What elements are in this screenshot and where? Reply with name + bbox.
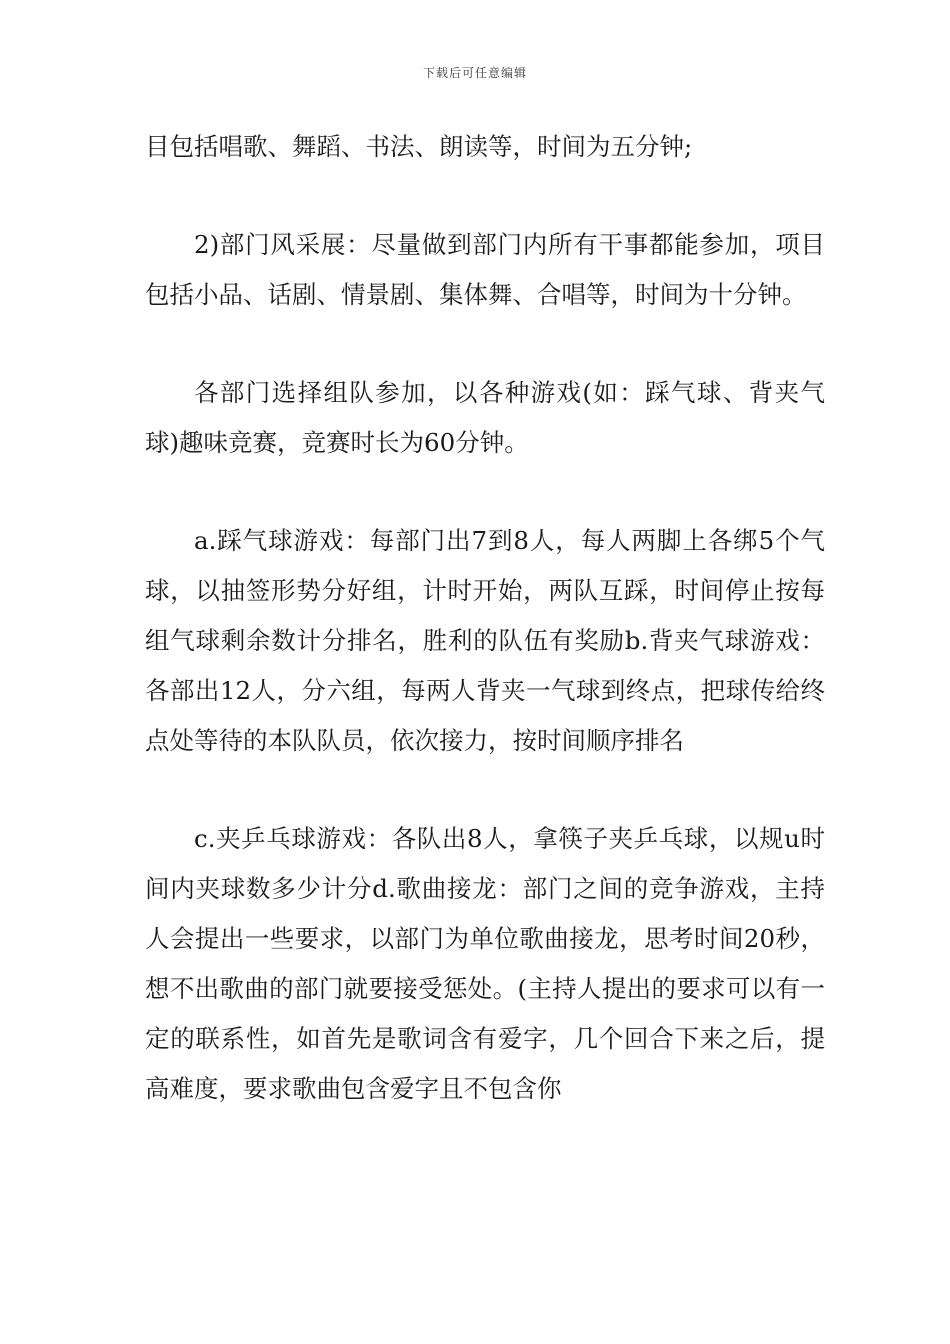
paragraph-gap — [145, 320, 825, 368]
paragraph-gap — [145, 468, 825, 516]
paragraph-5: c.夹乒乓球游戏：各队出8人，拿筷子夹乒乓球，以规u时间内夹球数多少计分d.歌曲接龙：部门之间的竞争游戏，主持人会提出一些要求，以部门为单位歌曲接龙，思考时间20秒，想不出歌曲的部门就要接受惩处。(主持人提出的要求可以有一定的联系性，如首先是歌词含有爱字，几个回合下来之后，提高难度，要求歌曲包含爱字且不包含你 — [145, 824, 825, 1103]
paragraph-gap — [145, 172, 825, 220]
paragraph-1: 目包括唱歌、舞蹈、书法、朗读等，时间为五分钟; — [145, 132, 693, 161]
document-body — [145, 122, 825, 1114]
paragraph-3: 各部门选择组队参加，以各种游戏(如：踩气球、背夹气球)趣味竞赛，竞赛时长为60分钟。 — [145, 378, 825, 457]
paragraph-2: 2)部门风采展：尽量做到部门内所有干事都能参加，项目包括小品、话剧、情景剧、集体舞、合唱等，时间为十分钟。 — [145, 230, 825, 309]
paragraph-4: a.踩气球游戏：每部门出7到8人，每人两脚上各绑5个气球，以抽签形势分好组，计时开始，两队互踩，时间停止按每组气球剩余数计分排名，胜利的队伍有奖励b.背夹气球游戏：各部出12人，分六组，每两人背夹一气球到终点，把球传给终点处等待的本队队员，依次接力，按时间顺序排名 — [145, 526, 825, 755]
page-header: 下载后可任意编辑 — [422, 66, 527, 80]
paragraph-gap — [145, 766, 825, 814]
